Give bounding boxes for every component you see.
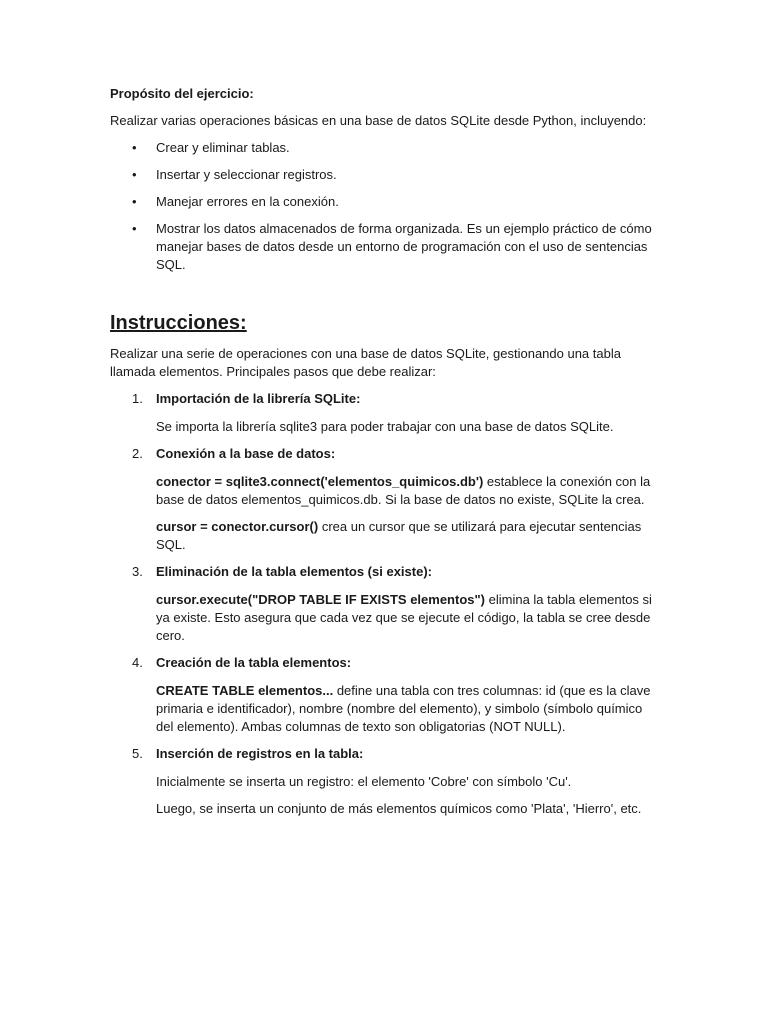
step-item (110, 563, 660, 581)
document-page (110, 85, 660, 827)
instructions-intro: Realizar una serie de operaciones con una base de datos SQLite, gestionando una tabla llamada elementos. Principales pasos que debe realizar: (110, 346, 621, 379)
step-paragraph: Luego, se inserta un conjunto de más elementos químicos como 'Plata', 'Hierro', etc. (156, 801, 642, 816)
bullet-item: • Mostrar los datos almacenados de forma organizada. Es un ejemplo práctico de cómo manejar bases de datos desde un entorno de programación con el uso de sentencias SQL. (132, 221, 652, 272)
step-title: Eliminación de la tabla elementos (si existe): (156, 564, 432, 579)
purpose-bullet-list (110, 139, 660, 274)
bullet-item: • Insertar y seleccionar registros. (132, 167, 337, 182)
step-title: Creación de la tabla elementos: (156, 655, 352, 670)
purpose-heading: Propósito del ejercicio: (110, 86, 254, 101)
step-title: Importación de la librería SQLite: (156, 391, 361, 406)
bullet-icon: • (132, 221, 137, 236)
step-item (110, 745, 660, 763)
step-item (110, 390, 660, 408)
step-item (110, 654, 660, 672)
steps-list (110, 745, 660, 763)
steps-list (110, 445, 660, 463)
step-paragraph: Inicialmente se inserta un registro: el elemento 'Cobre' con símbolo 'Cu'. (156, 774, 572, 789)
step-paragraph: Se importa la librería sqlite3 para poder trabajar con una base de datos SQLite. (156, 419, 614, 434)
step-paragraph: cursor.execute("DROP TABLE IF EXISTS elementos") elimina la tabla elementos si ya existe. Esto asegura que cada vez que se ejecute el código, la tabla se cree desde cero. (156, 592, 652, 643)
bullet-item: • Crear y eliminar tablas. (132, 140, 290, 155)
bullet-icon: • (132, 194, 137, 209)
step-item (110, 445, 660, 463)
step-paragraph: CREATE TABLE elementos... define una tabla con tres columnas: id (que es la clave primaria e identificador), nombre (nombre del elemento), y simbolo (símbolo químico del elemento). Ambas columnas de texto son obligatorias (NOT NULL). (156, 683, 651, 734)
step-number: 3. (132, 564, 143, 579)
step-number: 5. (132, 746, 143, 761)
steps-list (110, 654, 660, 672)
bullet-item: • Manejar errores en la conexión. (132, 194, 339, 209)
step-number: 2. (132, 446, 143, 461)
step-paragraph: conector = sqlite3.connect('elementos_quimicos.db') establece la conexión con la base de datos elementos_quimicos.db. Si la base de datos no existe, SQLite la crea. (156, 474, 651, 507)
step-title: Conexión a la base de datos: (156, 446, 336, 461)
bullet-icon: • (132, 167, 137, 182)
purpose-intro: Realizar varias operaciones básicas en una base de datos SQLite desde Python, incluyendo: (110, 113, 647, 128)
instructions-title: Instrucciones: (110, 312, 247, 334)
step-paragraph: cursor = conector.cursor() crea un cursor que se utilizará para ejecutar sentencias SQL. (156, 519, 642, 552)
bullet-icon: • (132, 140, 137, 155)
steps-list (110, 563, 660, 581)
step-title: Inserción de registros en la tabla: (156, 746, 364, 761)
step-number: 4. (132, 655, 143, 670)
steps-list (110, 390, 660, 408)
step-number: 1. (132, 391, 143, 406)
